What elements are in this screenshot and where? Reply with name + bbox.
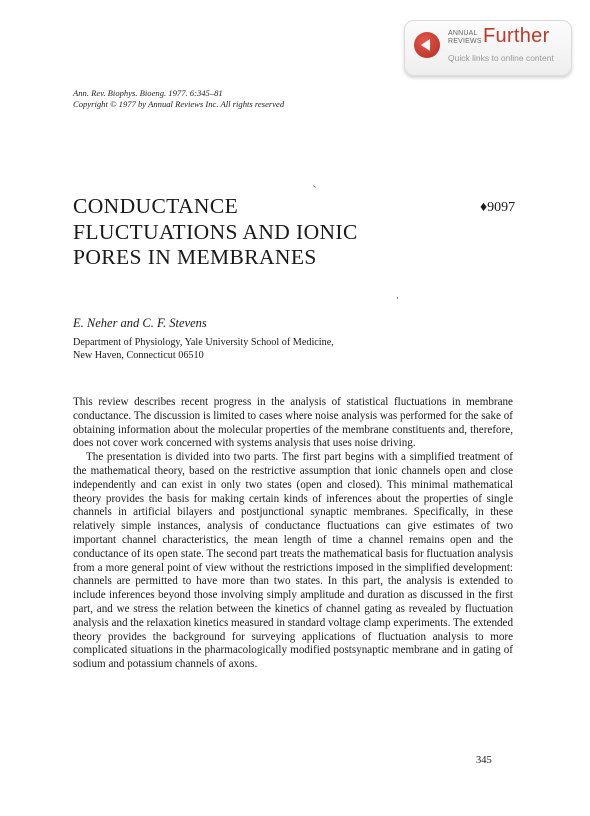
page-number: 345 bbox=[476, 755, 492, 766]
further-banner[interactable] bbox=[404, 20, 572, 76]
article-title bbox=[73, 194, 358, 271]
affiliation-line: Department of Physiology, Yale University School of Medicine, bbox=[73, 337, 334, 348]
annual-reviews-logo: ANNUAL REVIEWS bbox=[448, 30, 482, 45]
affiliation bbox=[73, 336, 334, 362]
reference-number: ♦9097 bbox=[480, 200, 516, 215]
copyright-line: Copyright © 1977 by Annual Reviews Inc. All rights reserved bbox=[73, 99, 285, 109]
scan-speck bbox=[397, 297, 398, 299]
citation-line: Ann. Rev. Biophys. Bioeng. 1977. 6:345–81 bbox=[73, 88, 223, 98]
further-label: Further bbox=[483, 25, 550, 47]
title-line: FLUCTUATIONS AND IONIC bbox=[73, 219, 358, 244]
title-line: CONDUCTANCE bbox=[73, 194, 239, 218]
paragraph: This review describes recent progress in the analysis of statistical fluctuations in membrane conductance. The discussion is limited to cases where noise analysis was performed for the sake of obtaining information about the molecular properties of the membrane constituents and, therefore, does not cover work concerned with systems analysis that uses noise driving. bbox=[73, 396, 513, 450]
paragraph: The presentation is divided into two parts. The first part begins with a simplified treatment of the mathematical theory, based on the restrictive assumption that ionic channels open and close independently and can exist in only two states (open and closed). This minimal mathematical theory provides the basis for making certain kinds of inferences about the properties of single channels in artificial bilayers and postjunctional synaptic membranes. Specifically, in these relatively simple instances, analysis of conductance fluctuations can give estimates of two important channel characteristics, the mean length of time a channel remains open and the conductance of its open state. The second part treats the mathematical basis for fluctuation analysis from a more general point of view without the restrictions imposed in the simplified development: channels are permitted to have more than two states. In this part, the analysis is extended to include inferences beyond those involving simply amplitude and duration as discussed in the first part, and we stress the relation between the kinetics of channel gating as revealed by fluctuation analysis and the relaxation kinetics measured in standard voltage clamp experiments. The extended theory provides the background for surveying applications of fluctuation analysis to more complicated situations in the pharmacologically modified postsynaptic membrane and in gating of sodium and potassium channels of axons. bbox=[73, 451, 514, 671]
authors: E. Neher and C. F. Stevens bbox=[73, 316, 207, 330]
abstract-body bbox=[73, 396, 513, 672]
further-subtitle: Quick links to online content bbox=[448, 53, 554, 63]
title-line: PORES IN MEMBRANES bbox=[73, 245, 317, 269]
play-arrow-icon bbox=[414, 32, 440, 58]
affiliation-line: New Haven, Connecticut 06510 bbox=[73, 350, 204, 361]
journal-citation bbox=[73, 88, 284, 110]
scan-speck bbox=[313, 185, 316, 188]
